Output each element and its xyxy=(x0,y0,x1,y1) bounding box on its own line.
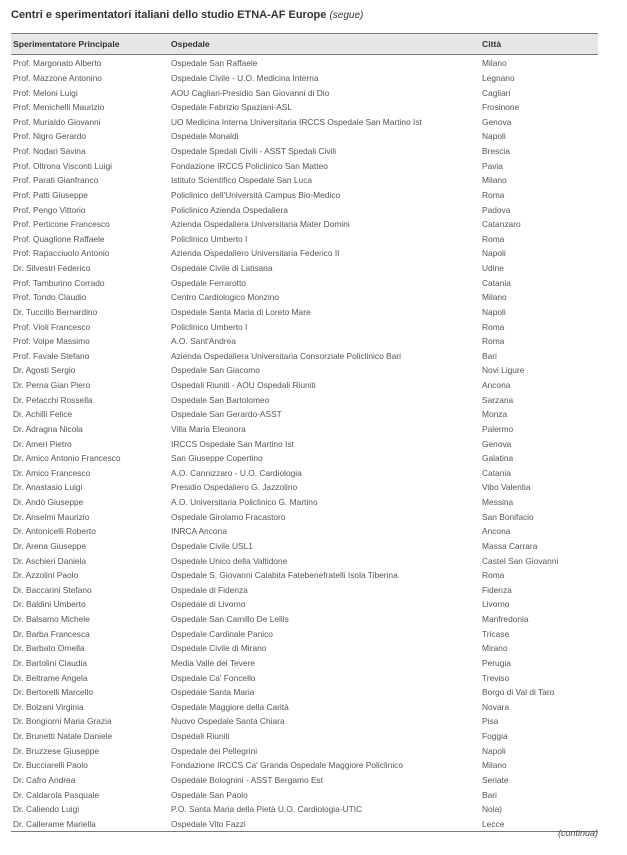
cell-investigator: Dr. Bucciarelli Paolo xyxy=(13,760,88,771)
table-row xyxy=(11,480,598,495)
cell-investigator: Prof. Rapacciuolo Antonio xyxy=(13,248,110,259)
table-row xyxy=(11,290,598,305)
table-row xyxy=(11,144,598,159)
table-row xyxy=(11,378,598,393)
cell-city: Ancona xyxy=(482,526,511,537)
table-row xyxy=(11,173,598,188)
table-header xyxy=(11,33,598,55)
cell-hospital: Nuovo Ospedale Santa Chiara xyxy=(171,716,285,727)
table-row xyxy=(11,524,598,539)
cell-investigator: Dr. Amico Francesco xyxy=(13,467,91,478)
cell-hospital: Azienda Ospedaliera Universitaria Mater Domini xyxy=(171,219,350,230)
column-header-hospital: Ospedale xyxy=(171,39,210,49)
cell-city: Milano xyxy=(482,292,507,303)
table-row xyxy=(11,700,598,715)
cell-city: Monza xyxy=(482,409,508,420)
table-row xyxy=(11,451,598,466)
table-row xyxy=(11,363,598,378)
table-row xyxy=(11,509,598,524)
cell-investigator: Prof. Pengo Vittorio xyxy=(13,204,86,215)
table-row xyxy=(11,568,598,583)
cell-city: Genova xyxy=(482,438,512,449)
cell-hospital: Ospedale Vito Fazzi xyxy=(171,818,246,829)
cell-city: Castel San Giovanni xyxy=(482,555,559,566)
cell-hospital: Ospedale Ca' Foncello xyxy=(171,672,256,683)
cell-investigator: Prof. Mazzone Antonino xyxy=(13,72,102,83)
cell-city: Catania xyxy=(482,277,511,288)
table-row xyxy=(11,334,598,349)
cell-hospital: Ospedale Civile USL1 xyxy=(171,540,253,551)
cell-hospital: A.O. Cannizzaro - U.O. Cardiologia xyxy=(171,467,302,478)
cell-hospital: A.O. Sant'Andrea xyxy=(171,336,236,347)
cell-investigator: Dr. Azzolini Paolo xyxy=(13,570,79,581)
table-row xyxy=(11,349,598,364)
cell-hospital: Media Valle del Tevere xyxy=(171,657,255,668)
title-main: Centri e sperimentatori italiani dello studio ETNA-AF Europe xyxy=(11,9,327,21)
cell-city: Milano xyxy=(482,175,507,186)
cell-hospital: Ospedale Maggiore della Carità xyxy=(171,701,289,712)
cell-city: Napoli xyxy=(482,131,506,142)
cell-hospital: Centro Cardiologico Monzino xyxy=(171,292,279,303)
cell-hospital: Ospedali Riuniti xyxy=(171,731,230,742)
cell-hospital: UO Medicina Interna Universitaria IRCCS Ospedale San Martino Ist xyxy=(171,116,422,127)
cell-investigator: Prof. Volpe Massimo xyxy=(13,336,90,347)
cell-hospital: Ospedale di Fidenza xyxy=(171,584,248,595)
cell-hospital: Istituto Scientifico Ospedale San Luca xyxy=(171,175,313,186)
cell-city: Roma xyxy=(482,189,505,200)
cell-investigator: Dr. Cafro Andrea xyxy=(13,774,76,785)
cell-city: Napoli xyxy=(482,745,506,756)
table-row xyxy=(11,787,598,802)
cell-investigator: Dr. Anastasio Luigi xyxy=(13,482,83,493)
cell-city: Novi Ligure xyxy=(482,365,525,376)
table-row xyxy=(11,261,598,276)
cell-investigator: Prof. Tondo Claudio xyxy=(13,292,87,303)
cell-hospital: Ospedale Monaldi xyxy=(171,131,239,142)
cell-investigator: Prof. Meloni Luigi xyxy=(13,87,78,98)
cell-city: Fidenza xyxy=(482,584,512,595)
cell-hospital: Ospedale S. Giovanni Calabita Fatebenefratelli Isola Tiberina xyxy=(171,570,398,581)
cell-investigator: Prof. Nigro Gerardo xyxy=(13,131,87,142)
cell-city: Livorno xyxy=(482,599,510,610)
table-row xyxy=(11,597,598,612)
table-row xyxy=(11,817,598,832)
table-row xyxy=(11,495,598,510)
cell-hospital: Ospedale Santa Maria di Loreto Mare xyxy=(171,306,311,317)
cell-city: Messina xyxy=(482,497,514,508)
cell-investigator: Dr. Andò Giuseppe xyxy=(13,497,84,508)
table-row xyxy=(11,626,598,641)
investigators-table xyxy=(11,33,598,832)
table-row xyxy=(11,319,598,334)
cell-investigator: Prof. Margonato Alberto xyxy=(13,58,102,69)
cell-hospital: INRCA Ancona xyxy=(171,526,227,537)
cell-hospital: Ospedale Santa Maria xyxy=(171,687,255,698)
page-title xyxy=(11,9,363,21)
cell-city: Legnano xyxy=(482,72,515,83)
cell-city: Vibo Valentia xyxy=(482,482,531,493)
cell-hospital: Ospedale San Raffaele xyxy=(171,58,258,69)
table-body xyxy=(11,55,598,832)
table-row xyxy=(11,100,598,115)
cell-investigator: Dr. Bruzzese Giuseppe xyxy=(13,745,100,756)
cell-city: Udine xyxy=(482,263,504,274)
cell-city: Roma xyxy=(482,570,505,581)
cell-investigator: Prof. Favale Stefano xyxy=(13,350,90,361)
column-header-city: Città xyxy=(482,39,502,49)
table-row xyxy=(11,392,598,407)
cell-hospital: Ospedale Spedali Civili - ASST Spedali Civili xyxy=(171,146,337,157)
cell-hospital: Ospedale di Livorno xyxy=(171,599,246,610)
cell-city: Catanzaro xyxy=(482,219,521,230)
cell-investigator: Dr. Brunetti Natale Daniele xyxy=(13,731,113,742)
cell-hospital: Azienda Ospedaliera Universitaria Consorziale Policlinico Bari xyxy=(171,350,401,361)
table-row xyxy=(11,758,598,773)
cell-city: Nola) xyxy=(482,804,503,815)
cell-investigator: Dr. Tuccillo Bernardino xyxy=(13,306,98,317)
cell-hospital: Policlinico Umberto I xyxy=(171,233,248,244)
cell-hospital: Presidio Ospedaliero G. Jazzolino xyxy=(171,482,298,493)
cell-investigator: Dr. Silvestri Federico xyxy=(13,263,91,274)
cell-hospital: San Giuseppe Copertino xyxy=(171,453,263,464)
cell-hospital: Policlinico Azienda Ospedaliera xyxy=(171,204,288,215)
cell-city: Cagliari xyxy=(482,87,511,98)
cell-investigator: Prof. Patti Giuseppe xyxy=(13,189,88,200)
cell-investigator: Dr. Bongiorni Maria Grazia xyxy=(13,716,112,727)
cell-hospital: Fondazione IRCCS Ca' Granda Ospedale Maggiore Policlinico xyxy=(171,760,404,771)
cell-city: Catania xyxy=(482,467,511,478)
cell-hospital: AOU Cagliari-Presidio San Giovanni di Dio xyxy=(171,87,330,98)
table-row xyxy=(11,743,598,758)
continued-note: (continua) xyxy=(557,828,598,838)
cell-investigator: Prof. Quaglione Raffaele xyxy=(13,233,105,244)
cell-hospital: Ospedale Girolamo Fracastoro xyxy=(171,511,286,522)
cell-hospital: Ospedale Civile di Mirano xyxy=(171,643,267,654)
cell-investigator: Dr. Arena Giuseppe xyxy=(13,540,87,551)
title-suffix: (segue) xyxy=(329,10,364,21)
cell-city: Padova xyxy=(482,204,511,215)
table-row xyxy=(11,553,598,568)
table-row xyxy=(11,685,598,700)
cell-investigator: Prof. Perticone Francesco xyxy=(13,219,110,230)
table-row xyxy=(11,422,598,437)
cell-city: Massa Carrara xyxy=(482,540,538,551)
cell-investigator: Prof. Parati Gianfranco xyxy=(13,175,99,186)
cell-investigator: Prof. Nodari Savina xyxy=(13,146,86,157)
cell-investigator: Prof. Oltrona Visconti Luigi xyxy=(13,160,112,171)
table-row xyxy=(11,407,598,422)
cell-investigator: Dr. Adragna Nicola xyxy=(13,423,83,434)
cell-hospital: Ospedale Civile - U.O. Medicina Interna xyxy=(171,72,319,83)
table-row xyxy=(11,158,598,173)
cell-city: Napoli xyxy=(482,248,506,259)
cell-hospital: A.O. Universitaria Policlinico G. Martino xyxy=(171,497,318,508)
table-row xyxy=(11,246,598,261)
table-row xyxy=(11,714,598,729)
cell-city: Napoli xyxy=(482,306,506,317)
table-row xyxy=(11,232,598,247)
cell-hospital: P.O. Santa Maria della Pietà U.O. Cardiologia-UTIC xyxy=(171,804,363,815)
cell-hospital: Policlinico Umberto I xyxy=(171,321,248,332)
cell-investigator: Prof. Violi Francesco xyxy=(13,321,91,332)
cell-investigator: Dr. Baldini Umberto xyxy=(13,599,86,610)
table-row xyxy=(11,656,598,671)
cell-city: Mirano xyxy=(482,643,508,654)
cell-investigator: Dr. Aschieri Daniela xyxy=(13,555,87,566)
cell-investigator: Dr. Beltrame Angela xyxy=(13,672,88,683)
cell-city: Frosinone xyxy=(482,102,520,113)
cell-city: Perugia xyxy=(482,657,511,668)
cell-hospital: Villa Maria Eleonora xyxy=(171,423,246,434)
cell-city: Roma xyxy=(482,321,505,332)
cell-investigator: Dr. Amico Antonio Francesco xyxy=(13,453,121,464)
cell-city: Lecce xyxy=(482,818,505,829)
cell-investigator: Dr. Barba Francesca xyxy=(13,628,90,639)
table-row xyxy=(11,670,598,685)
cell-investigator: Dr. Achilli Felice xyxy=(13,409,73,420)
cell-city: Sarzana xyxy=(482,394,514,405)
table-row xyxy=(11,275,598,290)
table-row xyxy=(11,217,598,232)
cell-city: San Bonifacio xyxy=(482,511,534,522)
cell-hospital: Ospedale Cardinale Panico xyxy=(171,628,273,639)
cell-investigator: Dr. Perna Gian Piero xyxy=(13,380,91,391)
cell-investigator: Dr. Callerame Mariella xyxy=(13,818,96,829)
cell-investigator: Dr. Caliendo Luigi xyxy=(13,804,80,815)
cell-city: Novara xyxy=(482,701,509,712)
column-header-investigator: Sperimentatore Principale xyxy=(13,39,120,49)
cell-city: Treviso xyxy=(482,672,510,683)
cell-city: Brescia xyxy=(482,146,510,157)
cell-hospital: Ospedale dei Pellegrini xyxy=(171,745,258,756)
table-row xyxy=(11,641,598,656)
table-row xyxy=(11,802,598,817)
cell-investigator: Dr. Agosti Sergio xyxy=(13,365,76,376)
cell-city: Bari xyxy=(482,789,497,800)
table-row xyxy=(11,773,598,788)
cell-city: Milano xyxy=(482,760,507,771)
table-row xyxy=(11,583,598,598)
table-row xyxy=(11,305,598,320)
table-row xyxy=(11,129,598,144)
table-row xyxy=(11,612,598,627)
cell-hospital: Ospedale Unico della Valtidone xyxy=(171,555,288,566)
cell-investigator: Prof. Tamburino Corrado xyxy=(13,277,105,288)
cell-city: Palermo xyxy=(482,423,514,434)
cell-investigator: Dr. Balsamo Michele xyxy=(13,614,90,625)
cell-city: Ancona xyxy=(482,380,511,391)
cell-city: Pavia xyxy=(482,160,503,171)
cell-city: Tricase xyxy=(482,628,510,639)
cell-city: Bari xyxy=(482,350,497,361)
cell-city: Milano xyxy=(482,58,507,69)
cell-hospital: Ospedale San Bartolomeo xyxy=(171,394,270,405)
table-row xyxy=(11,85,598,100)
table-row xyxy=(11,71,598,86)
cell-hospital: Fondazione IRCCS Policlinico San Matteo xyxy=(171,160,328,171)
cell-investigator: Dr. Baccarini Stefano xyxy=(13,584,92,595)
cell-investigator: Dr. Caldarola Pasquale xyxy=(13,789,100,800)
table-row xyxy=(11,729,598,744)
cell-city: Roma xyxy=(482,336,505,347)
cell-hospital: Ospedali Riuniti - AOU Ospedali Riuniti xyxy=(171,380,316,391)
cell-investigator: Dr. Ameri Pietro xyxy=(13,438,72,449)
cell-city: Galatina xyxy=(482,453,514,464)
cell-hospital: Ospedale San Gerardo-ASST xyxy=(171,409,282,420)
cell-hospital: Ospedale Ferrarotto xyxy=(171,277,246,288)
table-row xyxy=(11,436,598,451)
table-row xyxy=(11,466,598,481)
cell-investigator: Dr. Petacchi Rossella xyxy=(13,394,93,405)
cell-investigator: Dr. Bolzani Virginia xyxy=(13,701,84,712)
cell-hospital: Ospedale Civile di Latisana xyxy=(171,263,273,274)
table-row xyxy=(11,188,598,203)
cell-city: Manfredonia xyxy=(482,614,529,625)
cell-hospital: Ospedale San Camillo De Lellis xyxy=(171,614,289,625)
table-row xyxy=(11,115,598,130)
cell-investigator: Dr. Bertorelli Marcello xyxy=(13,687,94,698)
table-row xyxy=(11,56,598,71)
cell-city: Seriate xyxy=(482,774,509,785)
cell-investigator: Dr. Antonicelli Roberto xyxy=(13,526,96,537)
cell-city: Borgo di Val di Taro xyxy=(482,687,555,698)
cell-investigator: Prof. Murialdo Giovanni xyxy=(13,116,101,127)
cell-hospital: Ospedale Fabrizio Spaziani-ASL xyxy=(171,102,293,113)
cell-city: Pisa xyxy=(482,716,499,727)
cell-investigator: Dr. Barbato Ornella xyxy=(13,643,85,654)
cell-city: Genova xyxy=(482,116,512,127)
cell-hospital: IRCCS Ospedale San Martino Ist xyxy=(171,438,294,449)
table-row xyxy=(11,539,598,554)
cell-hospital: Ospedale San Paolo xyxy=(171,789,248,800)
cell-hospital: Azienda Ospedaliero Universitaria Federico II xyxy=(171,248,340,259)
cell-investigator: Dr. Anselmi Maurizio xyxy=(13,511,90,522)
cell-city: Foggia xyxy=(482,731,508,742)
cell-hospital: Ospedale San Giacomo xyxy=(171,365,260,376)
cell-investigator: Dr. Bartolini Claudia xyxy=(13,657,88,668)
table-row xyxy=(11,202,598,217)
cell-city: Roma xyxy=(482,233,505,244)
cell-investigator: Prof. Menichelli Maurizio xyxy=(13,102,105,113)
cell-hospital: Policlinico dell'Università Campus Bio-Medico xyxy=(171,189,341,200)
cell-hospital: Ospedale Bolognini - ASST Bergamo Est xyxy=(171,774,324,785)
